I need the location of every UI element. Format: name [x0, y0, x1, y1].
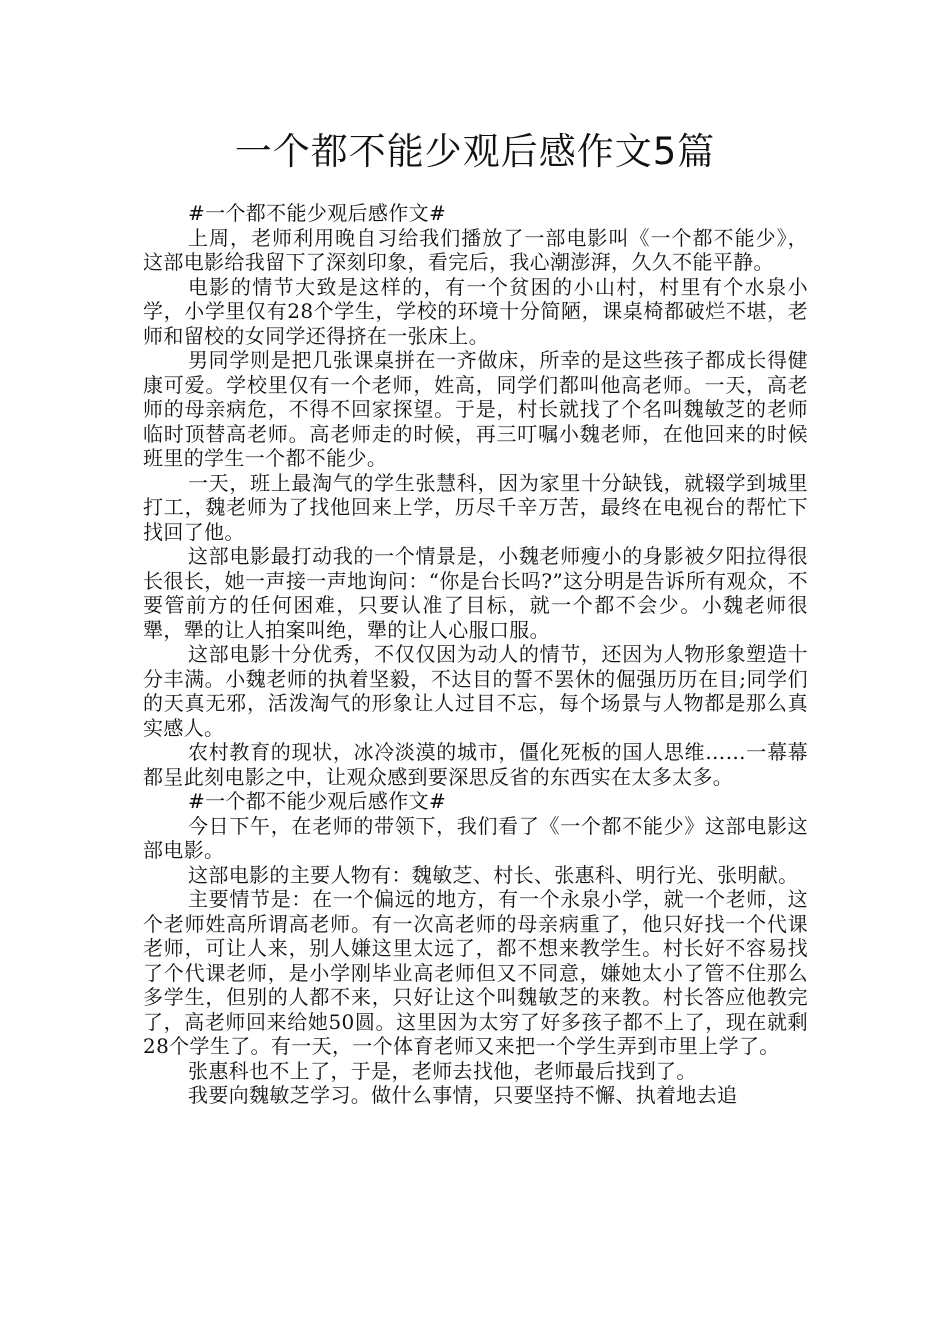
- paragraph: 上周，老师利用晚自习给我们播放了一部电影叫《一个都不能少》，这部电影给我留下了深刻印象，看完后，我心潮澎湃，久久不能平静。: [143, 225, 808, 274]
- paragraph: 一天，班上最淘气的学生张慧科，因为家里十分缺钱，就辍学到城里打工，魏老师为了找他回来上学，历尽千辛万苦，最终在电视台的帮忙下找回了他。: [143, 470, 808, 544]
- paragraph: 农村教育的现状，冰冷淡漠的城市，僵化死板的国人思维……一幕幕都呈此刻电影之中，让观众感到要深思反省的东西实在太多太多。: [143, 740, 808, 789]
- paragraph: 这部电影十分优秀，不仅仅因为动人的情节，还因为人物形象塑造十分丰满。小魏老师的执着坚毅，不达目的誓不罢休的倔强历历在目;同学们的天真无邪，活泼淘气的形象让人过目不忘，每个场景与人物都是那么真实感人。: [143, 642, 808, 740]
- section-tag: #一个都不能少观后感作文#: [188, 201, 447, 225]
- document-title: 一个都不能少观后感作文5篇: [234, 130, 716, 173]
- paragraph: 今日下午，在老师的带领下，我们看了《一个都不能少》这部电影这部电影。: [143, 813, 808, 862]
- paragraph: 男同学则是把几张课桌拼在一齐做床，所幸的是这些孩子都成长得健康可爱。学校里仅有一个老师，姓高，同学们都叫他高老师。一天，高老师的母亲病危，不得不回家探望。于是，村长就找了个名叫魏敏芝的老师临时顶替高老师。高老师走的时候，再三叮嘱小魏老师，在他回来的时候班里的学生一个都不能少。: [143, 348, 808, 470]
- paragraph: 张惠科也不上了，于是，老师去找他，老师最后找到了。: [188, 1058, 697, 1083]
- document-body: [143, 201, 808, 1108]
- paragraph: 这部电影最打动我的一个情景是，小魏老师瘦小的身影被夕阳拉得很长很长，她一声接一声地询问：“你是台长吗?”这分明是告诉所有观众，不要管前方的任何困难，只要认准了目标，就一个都不会少。小魏老师很犟，犟的让人拍案叫绝，犟的让人心服口服。: [143, 544, 808, 642]
- paragraph: 这部电影的主要人物有：魏敏芝、村长、张惠科、明行光、张明献。: [188, 862, 799, 887]
- paragraph: 主要情节是：在一个偏远的地方，有一个永泉小学，就一个老师，这个老师姓高所谓高老师。有一次高老师的母亲病重了，他只好找一个代课老师，可让人来，别人嫌这里太远了，都不想来教学生。村长好不容易找了个代课老师，是小学刚毕业高老师但又不同意，嫌她太小了管不住那么多学生，但别的人都不来，只好让这个叫魏敏芝的来教。村长答应他教完了，高老师回来给她50圆。这里因为太穷了好多孩子都不上了，现在就剩28个学生了。有一天，一个体育老师又来把一个学生弄到市里上学了。: [143, 887, 808, 1058]
- section-tag: #一个都不能少观后感作文#: [188, 789, 447, 813]
- paragraph: 电影的情节大致是这样的，有一个贫困的小山村，村里有个水泉小学，小学里仅有28个学生，学校的环境十分简陋，课桌椅都破烂不堪，老师和留校的女同学还得挤在一张床上。: [143, 274, 808, 348]
- paragraph: 我要向魏敏芝学习。做什么事情，只要坚持不懈、执着地去追: [188, 1083, 738, 1107]
